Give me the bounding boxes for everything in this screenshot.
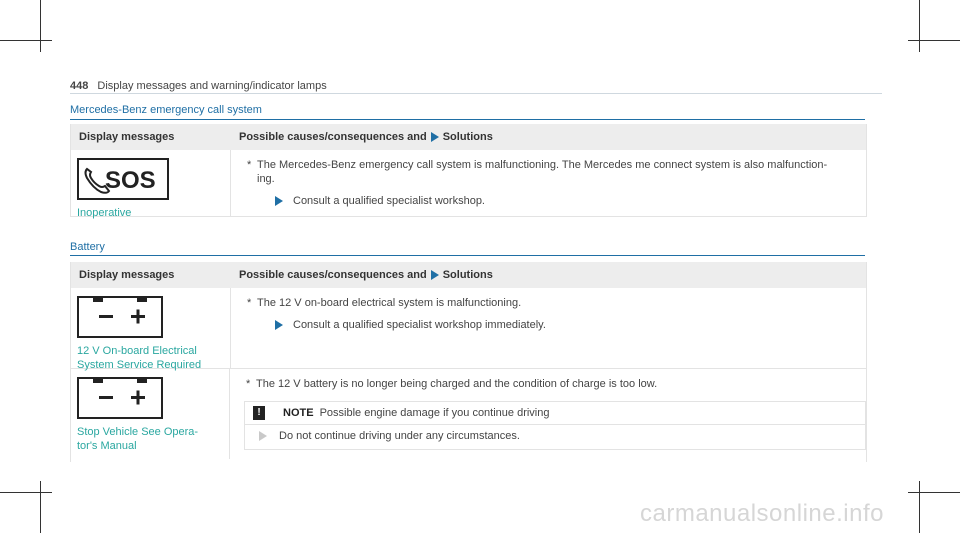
note-header [245,402,865,425]
section-title-emergency-call: Mercedes-Benz emergency call system [70,104,262,116]
emergency-call-table [70,124,867,217]
page-header [70,80,327,92]
note-text: Possible engine damage if you continue driving [319,407,550,419]
warning-icon: ! [253,406,265,420]
crop-mark [0,492,52,493]
message-cell [71,288,231,371]
causes-label: Possible causes/consequences and [239,269,427,281]
sos-icon [77,158,169,200]
column-header-display-messages: Display messages [79,269,175,281]
section-rule [70,255,865,256]
solutions-label: Solutions [442,269,493,281]
column-header-display-messages: Display messages [79,131,175,143]
battery-icon [77,377,163,419]
page-header-title: Display messages and warning/indicator lamps [97,80,327,92]
note-box [244,401,866,450]
svg-text:SOS: SOS [105,167,156,194]
arrow-icon [431,132,439,142]
cause-cell [231,150,866,216]
message-onboard-electrical: 12 V On-board Electrical System Service Required [77,345,202,371]
crop-mark [40,0,41,52]
note-label: NOTE [283,407,314,419]
crop-mark [908,492,960,493]
note-step: Do not continue driving under any circumstances. [245,425,865,449]
arrow-icon [275,320,283,330]
cause-cell [230,369,866,459]
section-rule [70,119,865,120]
arrow-icon [431,270,439,280]
watermark: carmanualsonline.info [640,500,884,527]
cause-text: * The Mercedes-Benz emergency call system is malfunctioning. The Mercedes me connect system is also malfunction- ing. [247,159,828,185]
header-rule [70,93,882,94]
message-stop-vehicle: Stop Vehicle See Opera- tor's Manual [77,426,199,452]
cause-text: * The 12 V battery is no longer being charged and the condition of charge is too low. [246,378,658,390]
arrow-icon [259,431,267,441]
message-cell [71,150,231,219]
battery-table [70,262,867,462]
crop-mark [919,481,920,533]
arrow-icon [275,196,283,206]
cause-cell [231,288,866,368]
table-row [71,288,866,369]
battery-icon [77,296,163,338]
solution-step: Consult a qualified specialist workshop immediately. [257,318,866,332]
crop-mark [0,40,52,41]
table-row [71,150,866,217]
column-header-causes [231,269,493,281]
cause-text: * The 12 V on-board electrical system is malfunctioning. [247,297,522,309]
page-number: 448 [70,80,89,92]
causes-label: Possible causes/consequences and [239,131,427,143]
table-row [71,369,866,459]
table-header [71,124,866,150]
crop-mark [908,40,960,41]
message-cell [71,369,230,459]
message-inoperative: Inoperative [77,207,132,219]
crop-mark [919,0,920,52]
crop-mark [40,481,41,533]
section-title-battery: Battery [70,241,105,253]
solutions-label: Solutions [442,131,493,143]
table-header [71,262,866,288]
column-header-causes [231,131,493,143]
solution-step: Consult a qualified specialist workshop. [257,194,866,208]
